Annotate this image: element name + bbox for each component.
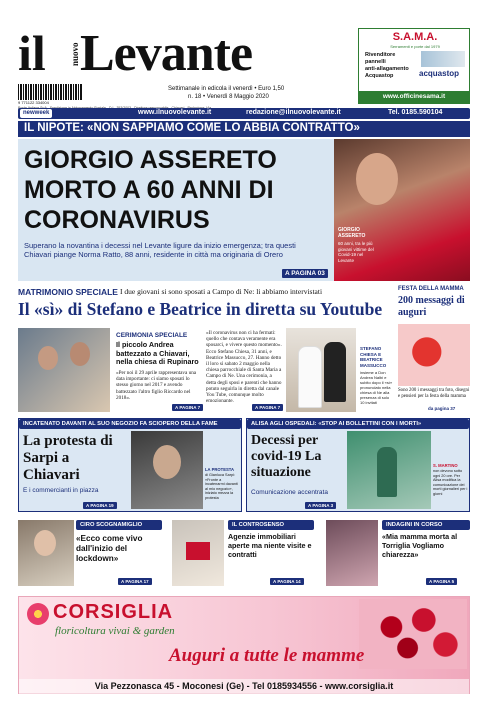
barcode-digits: 9 771122 334004: [18, 100, 49, 105]
hospitals-sub: Comunicazione accentrata: [251, 489, 328, 496]
lead-kicker-bar: [18, 121, 470, 137]
wedding-photo-bride: [298, 346, 322, 408]
lead-photo-face: [356, 153, 398, 205]
ad-sama[interactable]: [358, 28, 470, 104]
phone-number: Tel. 0185.590104: [388, 109, 443, 116]
sama-tagline: Serramenti e porte dal 1979: [390, 44, 440, 49]
lead-photo: [334, 139, 470, 281]
wedding-caption-name: STEFANO CHIESA E BEATRICE MASSUCCO: [360, 346, 387, 368]
protest-caption-text: di Gianluca Sarpi: «Fronte a incatenarmi davanti al mio negozio», iniziato mezza la protesta: [205, 473, 238, 500]
hospitals-box[interactable]: [246, 418, 470, 512]
lead-headline: GIORGIO ASSERETO MORTO A 60 ANNI DI CORONAVIRUS: [24, 146, 277, 234]
hospitals-photo: [347, 431, 431, 509]
sama-text-3: anti-allagamento: [365, 66, 409, 72]
hospitals-page-ref[interactable]: A PAGINA 3: [305, 502, 336, 509]
protest-caption-name: LA PROTESTA: [205, 467, 235, 472]
barcode: [18, 84, 82, 100]
protest-photo-face: [153, 445, 181, 479]
corsiglia-roses-image: [359, 599, 467, 669]
lead-story[interactable]: [18, 139, 470, 281]
sama-text-4: Acquastop: [365, 73, 394, 79]
hospitals-caption-name: S. MARTINO: [433, 463, 458, 468]
bottom-2-headline: Agenzie immobiliari aperte ma niente visite e contratti: [228, 532, 312, 559]
corsiglia-tagline: floricoltura vivai & garden: [55, 625, 175, 637]
protest-kicker: INCATENATO DAVANTI AL SUO NEGOZIO FA SCIOPERO DELLA FAME: [19, 419, 241, 429]
baptism-body: «Per noi il 29 aprile rappresentava una data importante: ci siamo sposati lo stesso giorno nel 2017 e avendo battezzato l'altro figlio Riccardo nel 2018».: [116, 370, 197, 401]
lead-caption-text: 60 anni, tra le più giovani vittime del Covid-19 nel Levante: [338, 241, 374, 263]
masthead: [18, 25, 358, 108]
bottom-3-kicker: INDAGINI IN CORSO: [382, 520, 470, 530]
wedding-kicker: MATRIMONIO SPECIALE: [18, 287, 118, 297]
sama-logo: S.A.M.A.: [392, 31, 438, 43]
wedding-page-ref[interactable]: A PAGINA 7: [252, 404, 283, 411]
masthead-subtitle: Settimanale in edicola il venerdì • Euro 1,50: [168, 86, 285, 92]
mothers-body: Sono 200 i messaggi tra foto, disegni e pensieri per la festa della mamma: [398, 388, 470, 399]
mothers-heart-image: [398, 324, 470, 386]
corsiglia-greeting: Auguri a tutte le mamme: [169, 645, 365, 666]
ad-corsiglia[interactable]: [18, 596, 470, 694]
masthead-title: Levante: [80, 25, 253, 82]
bottom-story-3[interactable]: [326, 520, 470, 590]
bottom-3-photo: [326, 520, 378, 586]
protest-page-ref[interactable]: A PAGINA 19: [83, 502, 117, 509]
sama-product-image: [421, 51, 465, 67]
bottom-story-1[interactable]: [18, 520, 162, 590]
lead-deck: Superano la novantina i decessi nel Levante ligure da inizio emergenza; tra questi Chiavari piange Norma Ratto, 88 anni, residente in città ma originaria di Orero: [24, 241, 296, 259]
protest-headline: La protesta di Sarpi a Chiavari: [23, 433, 113, 483]
wedding-photo-groom: [324, 342, 346, 402]
baptism-photo: [18, 328, 110, 412]
wedding-photo: [286, 328, 356, 412]
lead-page-ref[interactable]: A PAGINA 03: [282, 269, 328, 278]
hospitals-photo-figure: [377, 447, 397, 497]
email-link[interactable]: redazione@ilnuovolevante.it: [246, 109, 341, 116]
wedding-kicker-text: I due giovani si sono sposati a Campo di Ne: li abbiamo intervistati: [120, 287, 323, 296]
protest-sub: E i commercianti in piazza: [23, 487, 99, 494]
baptism-photo-figure-2: [70, 342, 90, 366]
acquastop-brand: acquastop: [419, 69, 460, 78]
wedding-body: «Il coronavirus non ci ha fermati: quello che contava veramente era sposarci, e vivere questo momento». Ecco Stefano Chiesa, 31 anni, e Beatrice Massucco, 27. Hanno detto il loro sì sabato 2 maggio nella chiesa parrocchiale di Santa Maria a Campo di Ne. Una cerimonia, a detta degli sposi e parenti che hanno potuto seguirla in diretta dal canale You Tube, comunque molto emozionante.: [206, 330, 282, 405]
protest-photo: [131, 431, 203, 509]
sama-url[interactable]: www.officinesama.it: [359, 91, 469, 103]
mothers-page-ref[interactable]: da pagina 37: [428, 406, 456, 411]
corsiglia-flower-icon: [27, 603, 49, 625]
bottom-3-headline: «Mia mamma morta al Torriglia Vogliamo chiarezza»: [382, 532, 458, 559]
sama-text-1: Rivenditore: [365, 52, 396, 58]
bottom-2-kicker: IL CONTROSENSO: [228, 520, 314, 530]
bottom-2-photo: [172, 520, 224, 586]
bottom-1-kicker: CIRO SCOGNAMIGLIO: [76, 520, 162, 530]
newweek-logo: newweek: [20, 109, 52, 118]
baptism-page-ref[interactable]: A PAGINA 7: [172, 404, 203, 411]
corsiglia-address: Via Pezzonasca 45 - Moconesi (Ge) - Tel 0185934556 - www.corsiglia.it: [19, 679, 469, 694]
wedding-caption-text: insieme a Don Andrea Nalbi e subito dopo il «sì» pronunciato nella chiesa di Ne alla presenza di solo 10 invitati: [360, 370, 393, 405]
baptism-headline[interactable]: Il piccolo Andrea battezzato a Chiavari, nella chiesa di Rupinaro: [116, 340, 199, 366]
wedding-headline[interactable]: Il «sì» di Stefano e Beatrice in diretta su Youtube: [18, 299, 383, 319]
mothers-headline: 200 messaggi di auguri: [398, 295, 465, 318]
bottom-3-page-ref[interactable]: A PAGINA 5: [426, 578, 457, 585]
hospitals-headline: Decessi per covid-19 La situazione: [251, 433, 322, 480]
sama-text-2: pannelli: [365, 59, 386, 65]
mothers-day[interactable]: [398, 286, 470, 414]
baptism-photo-figure: [38, 346, 58, 370]
website-link[interactable]: www.ilnuovolevante.it: [138, 109, 212, 116]
baptism-kicker: CERIMONIA SPECIALE: [116, 332, 188, 339]
mothers-kicker: FESTA DELLA MAMMA: [398, 286, 464, 292]
lead-caption-name: GIORGIO ASSERETO: [338, 227, 366, 239]
masthead-nuovo: nuovo: [70, 42, 80, 66]
corsiglia-brand: CORSIGLIA: [53, 601, 174, 623]
protest-box[interactable]: [18, 418, 242, 512]
hospitals-kicker: ALISA AGLI OSPEDALI: «STOP AI BOLLETTINI CON I MORTI»: [247, 419, 469, 429]
bottom-1-photo: [18, 520, 74, 586]
bottom-2-page-ref[interactable]: A PAGINA 14: [270, 578, 304, 585]
lead-kicker[interactable]: IL NIPOTE: «NON SAPPIAMO COME LO ABBIA CONTRATTO»: [24, 122, 360, 134]
bottom-2-photo-house: [186, 542, 210, 560]
bottom-story-2[interactable]: [172, 520, 316, 590]
bottom-1-photo-face: [34, 530, 56, 556]
hospitals-caption-text: non devono sotto ogni 20 ore. Per Alisa modifica la comunicazione dei morti giornalieri per i giorni: [433, 469, 468, 496]
bottom-1-page-ref[interactable]: A PAGINA 17: [118, 578, 152, 585]
bottom-1-headline: «Ecco come vivo dall'inizio del lockdown»: [76, 534, 143, 563]
info-bar: [18, 108, 470, 119]
masthead-issue: n. 18 • Venerdì 8 Maggio 2020: [188, 94, 269, 100]
masthead-il: il: [18, 25, 46, 81]
